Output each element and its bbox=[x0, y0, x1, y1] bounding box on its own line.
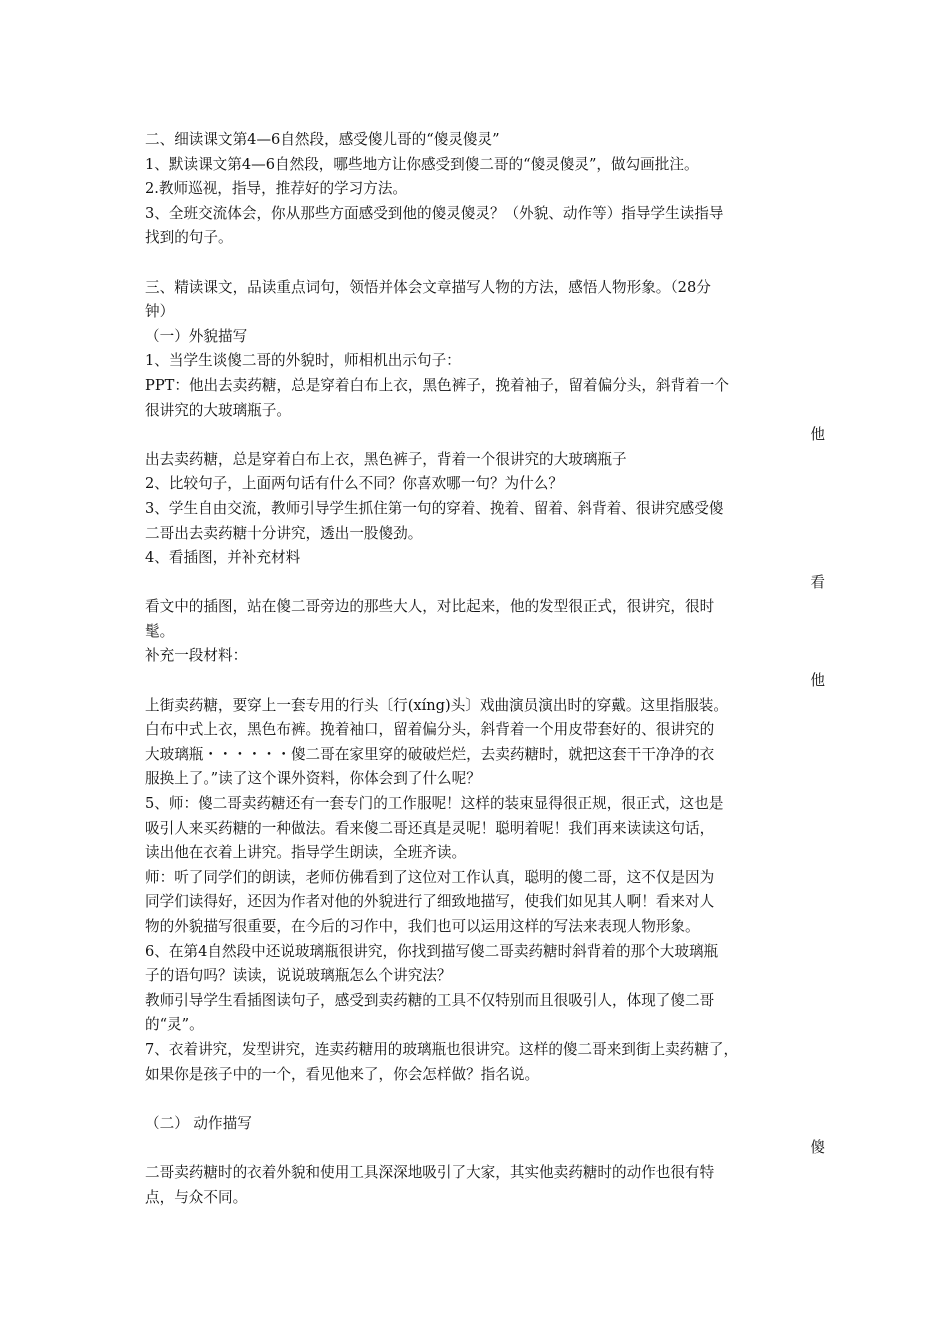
paragraph-line: 教师引导学生看插图读句子，感受到卖药糖的工具不仅特别而且很吸引人，体现了傻二哥 bbox=[145, 991, 715, 1009]
paragraph-line: 白布中式上衣，黑色布裤。挽着袖口，留着偏分头，斜背着一个用皮带套好的、很讲究的 bbox=[145, 721, 715, 739]
paragraph-line: 3、学生自由交流，教师引导学生抓住第一句的穿着、挽着、留着、斜背着、很讲究感受傻 bbox=[145, 499, 724, 517]
right-aligned-char: 他 bbox=[810, 426, 825, 444]
paragraph-line: 师：听了同学们的朗读，老师仿佛看到了这位对工作认真，聪明的傻二哥，这不仅是因为 bbox=[145, 868, 715, 886]
paragraph-line: 二哥出去卖药糖十分讲究，透出一股傻劲。 bbox=[145, 524, 423, 542]
section-heading-2: 二、细读课文第4—6自然段，感受傻儿哥的“傻灵傻灵” bbox=[145, 131, 500, 148]
ppt-quote-line: PPT：他出去卖药糖，总是穿着白布上衣，黑色裤子，挽着袖子，留着偏分头，斜背着一个 bbox=[145, 376, 729, 394]
paragraph-line: 5、师：傻二哥卖药糖还有一套专门的工作服呢！这样的装束显得很正规，很正式，这也是 bbox=[145, 795, 724, 813]
paragraph-line: 点，与众不同。 bbox=[145, 1188, 248, 1206]
paragraph-line: 7、衣着讲究，发型讲究，连卖药糖用的玻璃瓶也很讲究。这样的傻二哥来到街上卖药糖了， bbox=[145, 1040, 739, 1058]
paragraph-line: 如果你是孩子中的一个，看见他来了，你会怎样做？指名说。 bbox=[145, 1065, 540, 1083]
document-body bbox=[145, 128, 825, 1210]
ppt-quote-line: 很讲究的大玻璃瓶子。 bbox=[145, 401, 291, 419]
paragraph-line: 物的外貌描写很重要，在今后的习作中，我们也可以运用这样的写法来表现人物形象。 bbox=[145, 918, 700, 935]
section-heading-3: 三、精读课文，品读重点词句，领悟并体会文章描写人物的方法，感悟人物形象。（28分 bbox=[145, 278, 711, 296]
paragraph-line: 服换上了。”读了这个课外资料，你体会到了什么呢？ bbox=[145, 770, 481, 788]
paragraph-line: 1、默读课文第4—6自然段，哪些地方让你感受到傻二哥的“傻灵傻灵”，做勾画批注。 bbox=[145, 155, 699, 173]
paragraph-line: 看文中的插图，站在傻二哥旁边的那些大人，对比起来，他的发型很正式，很讲究，很时 bbox=[145, 598, 715, 616]
paragraph-line: 子的语句吗？读读，说说玻璃瓶怎么个讲究法？ bbox=[145, 967, 452, 985]
paragraph-line: 的“灵”。 bbox=[145, 1016, 204, 1034]
paragraph-line: 吸引人来买药糖的一种做法。看来傻二哥还真是灵呢！聪明着呢！我们再来读读这句话， bbox=[145, 819, 715, 837]
subsection-heading-action: （二） 动作描写 bbox=[145, 1114, 252, 1132]
paragraph-line: 4、看插图，并补充材料 bbox=[145, 549, 301, 567]
subsection-heading-appearance: （一）外貌描写 bbox=[145, 327, 248, 345]
right-aligned-char: 看 bbox=[810, 573, 825, 591]
paragraph-line: 读出他在衣着上讲究。指导学生朗读，全班齐读。 bbox=[145, 844, 467, 862]
blank-line bbox=[145, 251, 825, 276]
paragraph-line: 补充一段材料： bbox=[145, 647, 248, 665]
paragraph-line: 上街卖药糖，要穿上一套专用的行头〔行(xíng)头〕戏曲演员演出时的穿戴。这里指服装。 bbox=[145, 696, 728, 714]
blank-line bbox=[145, 1087, 825, 1112]
paragraph-line: 髦。 bbox=[145, 622, 175, 640]
paragraph-line: 2、比较句子，上面两句话有什么不同？你喜欢哪一句？为什么？ bbox=[145, 475, 563, 493]
paragraph-line: 3、全班交流体会，你从那些方面感受到他的傻灵傻灵？（外貌、动作等）指导学生读指导 bbox=[145, 204, 724, 222]
paragraph-line: 6、在第4自然段中还说玻璃瓶很讲究，你找到描写傻二哥卖药糖时斜背着的那个大玻璃瓶 bbox=[145, 942, 719, 960]
right-aligned-char: 傻 bbox=[810, 1139, 825, 1157]
paragraph-line: 二哥卖药糖时的衣着外貌和使用工具深深地吸引了大家，其实他卖药糖时的动作也很有特 bbox=[145, 1163, 715, 1181]
paragraph-line: 2.教师巡视，指导，推荐好的学习方法。 bbox=[145, 180, 408, 198]
paragraph-line: 出去卖药糖，总是穿着白布上衣，黑色裤子，背着一个很讲究的大玻璃瓶子 bbox=[145, 450, 627, 468]
paragraph-line: 找到的句子。 bbox=[145, 229, 233, 247]
paragraph-line: 钟） bbox=[145, 303, 175, 321]
right-aligned-char: 他 bbox=[810, 672, 825, 690]
paragraph-line: 大玻璃瓶・・・・・・傻二哥在家里穿的破破烂烂，去卖药糖时，就把这套干干净净的衣 bbox=[145, 745, 715, 763]
paragraph-line: 同学们读得好，还因为作者对他的外貌进行了细致地描写，使我们如见其人啊！看来对人 bbox=[145, 893, 715, 911]
paragraph-line: 1、当学生谈傻二哥的外貌时，师相机出示句子： bbox=[145, 352, 461, 370]
